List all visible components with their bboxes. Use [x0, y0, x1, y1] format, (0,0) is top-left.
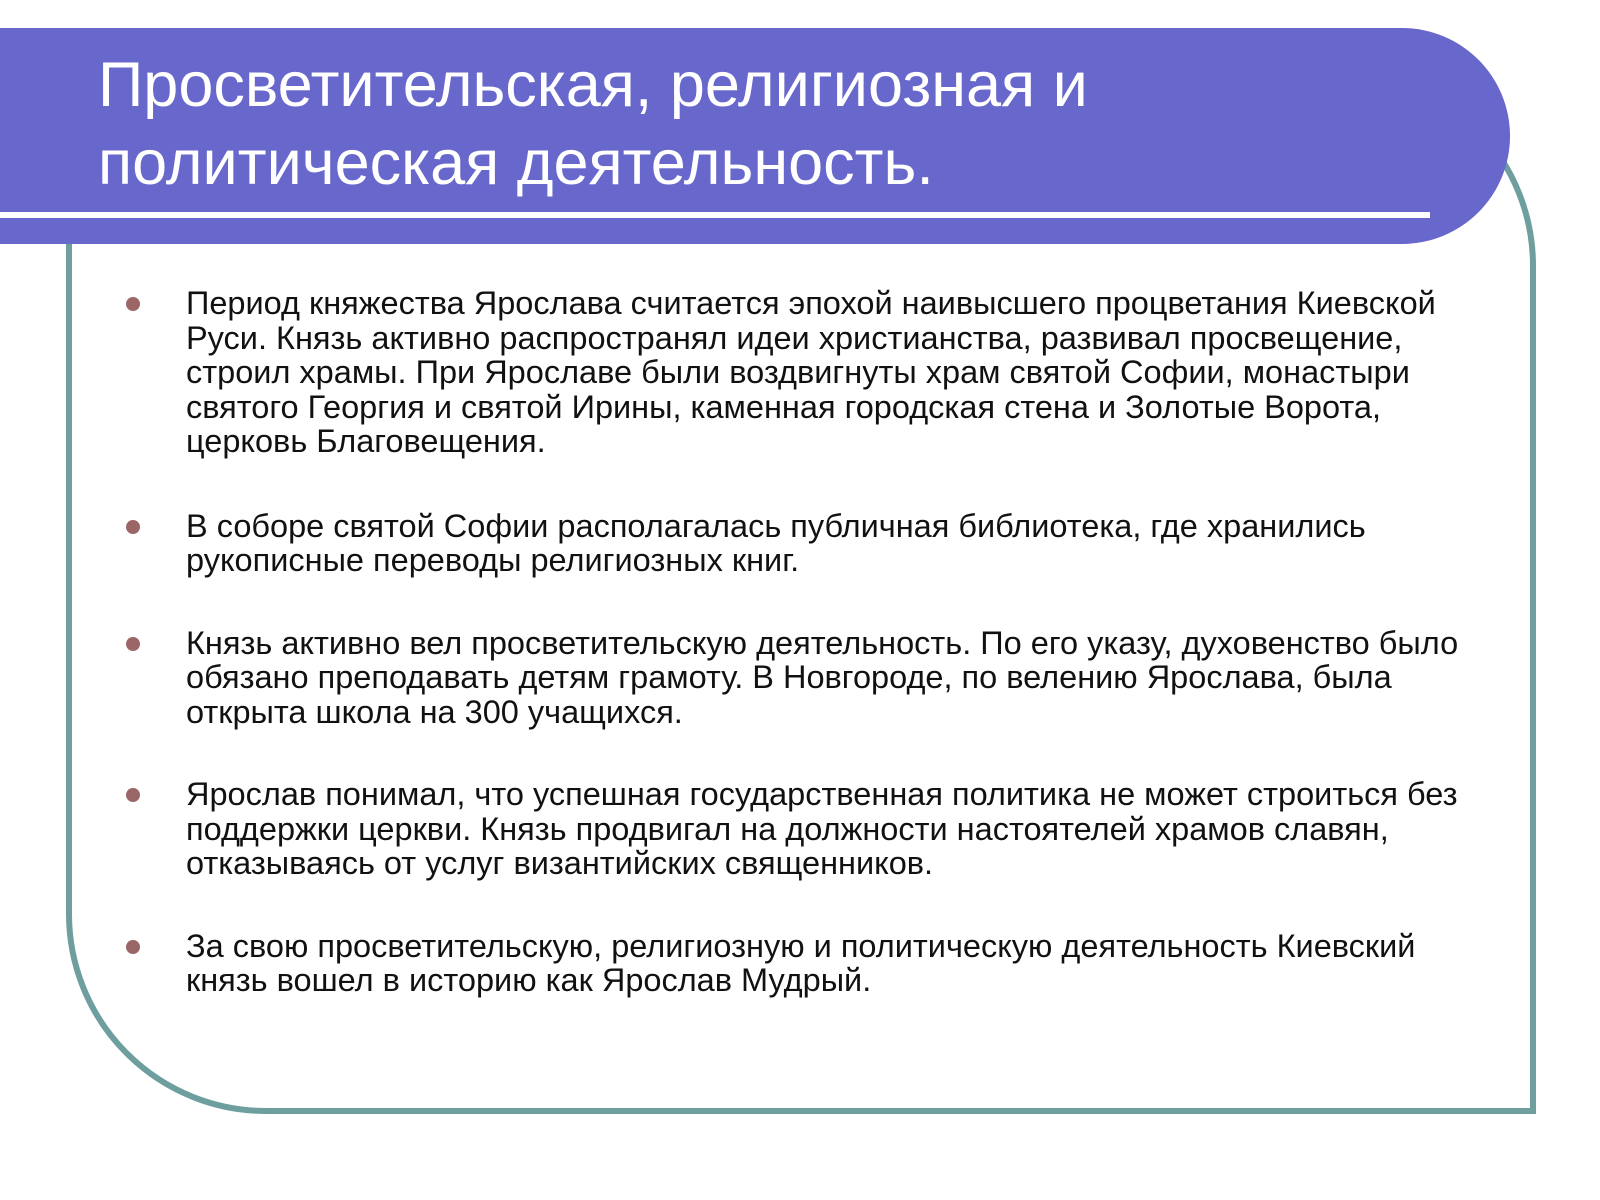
bullet-dot-icon [126, 940, 140, 954]
bullet-item [124, 777, 1484, 881]
bullet-item [124, 286, 1484, 459]
bullet-item [124, 626, 1484, 730]
bullet-dot-icon [126, 637, 140, 651]
bullet-dot-icon [126, 520, 140, 534]
bullet-text: В соборе святой Софии располагалась публичная библиотека, где хранились рукописные переводы религиозных книг. [186, 507, 1366, 578]
title-underline [0, 212, 1430, 218]
slide-title: Просветительская, религиозная и политическая деятельность. [98, 50, 1088, 198]
bullet-text: Ярослав понимал, что успешная государственная политика не может строиться без поддержки церкви. Князь продвигал на должности настоятелей храмов славян, отказываясь от услуг византийских священников. [186, 776, 1458, 881]
bullet-list [124, 286, 1484, 998]
bullet-item [124, 929, 1484, 998]
bullet-text: За свою просветительскую, религиозную и политическую деятельность Киевский князь вошел в историю как Ярослав Мудрый. [186, 927, 1416, 998]
bullet-text: Князь активно вел просветительскую деятельность. По его указу, духовенство было обязано преподавать детям грамоту. В Новгороде, по велению Ярослава, была открыта школа на 300 учащихся. [186, 624, 1459, 730]
bullet-dot-icon [126, 297, 140, 311]
bullet-text: Период княжества Ярослава считается эпохой наивысшего процветания Киевской Руси. Князь активно распространял идеи христианства, развивал просвещение, строил храмы. При Ярославе были воздвигнуты храм святой Софии, монастыри святого Георгия и святой Ирины, каменная городская стена и Золотые Ворота, церковь Благовещения. [186, 285, 1436, 459]
bullet-dot-icon [126, 788, 140, 802]
bullet-item [124, 509, 1484, 578]
